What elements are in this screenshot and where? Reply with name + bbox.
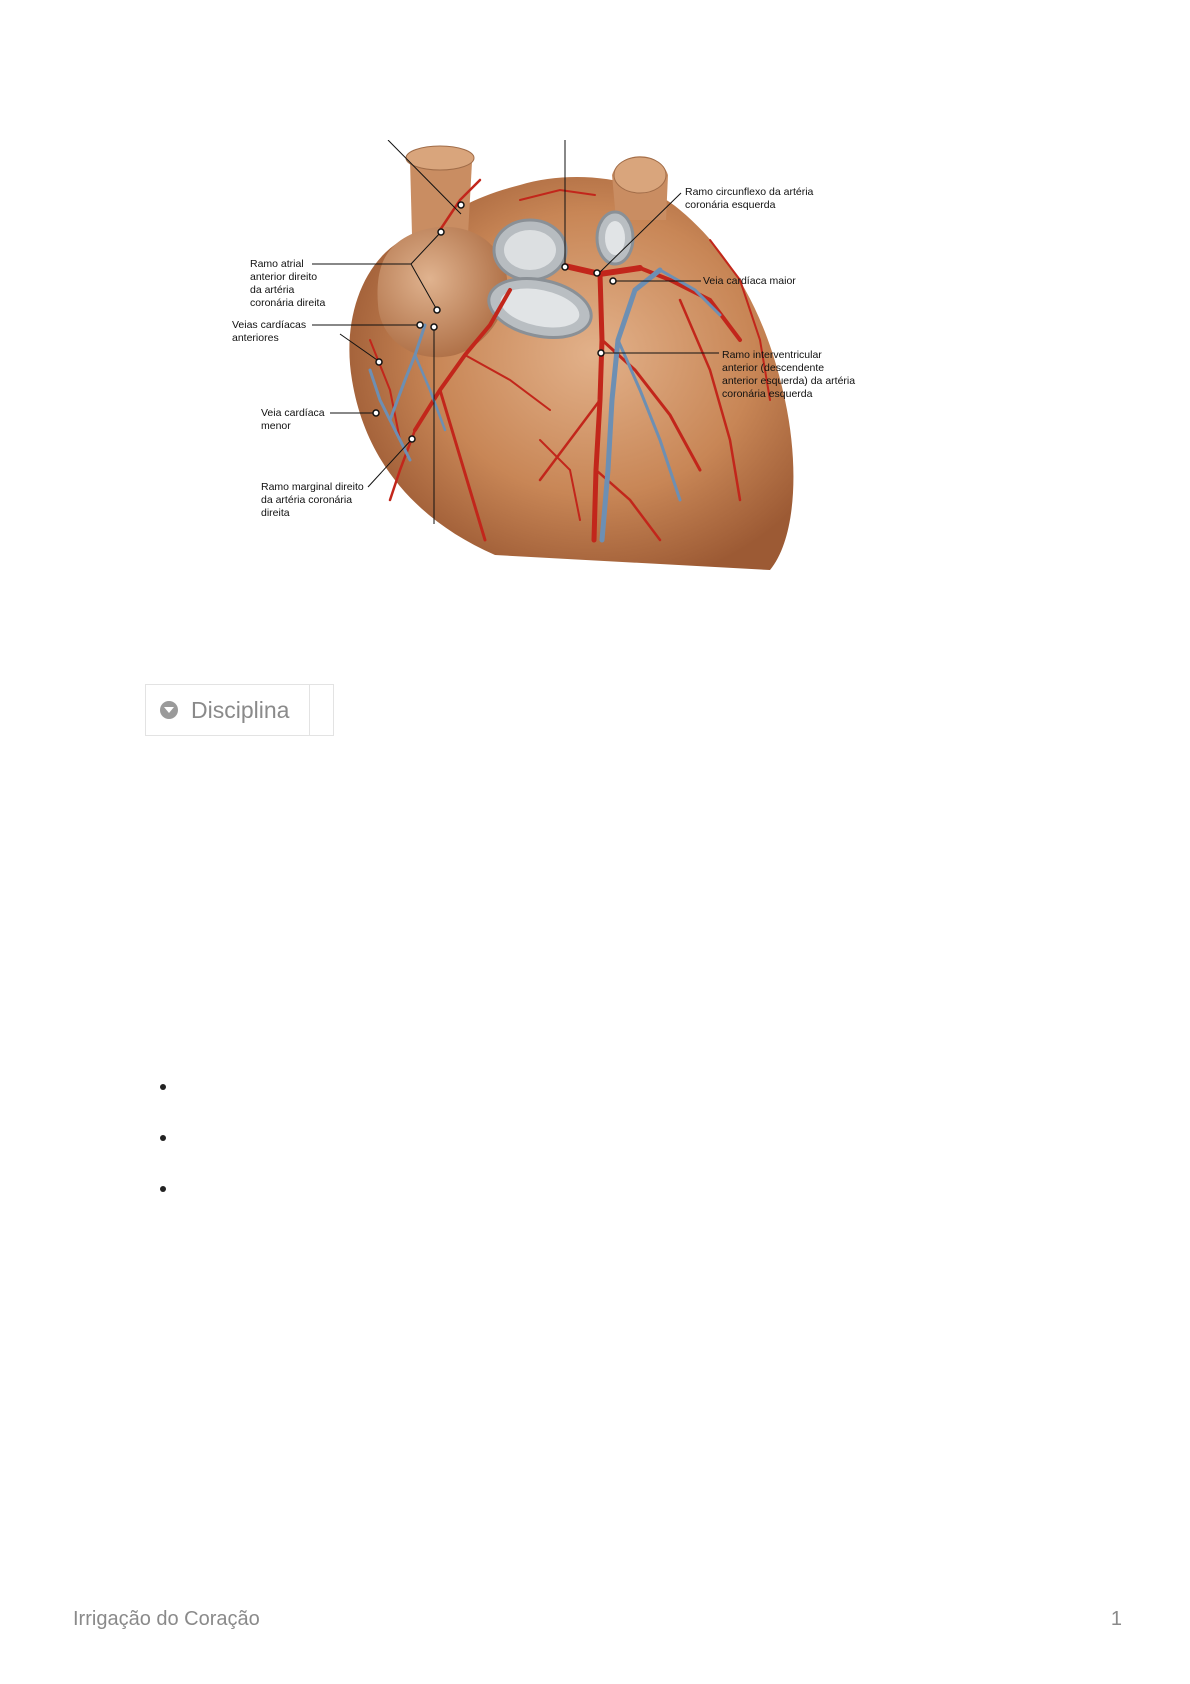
chevron-down-icon[interactable] <box>160 701 178 719</box>
footer-document-title: Irrigação do Coração <box>73 1608 260 1630</box>
list-item <box>160 1074 760 1125</box>
property-row-disciplina[interactable] <box>145 684 334 736</box>
bullet-list <box>160 1074 760 1227</box>
property-name-cell[interactable] <box>146 685 310 735</box>
label-great-cardiac-vein: Veia cardíaca maior <box>703 275 796 287</box>
label-small-cardiac-vein: Veia cardíaca menor <box>261 407 325 432</box>
property-value-cell[interactable] <box>310 685 333 735</box>
label-anterior-interventricular-branch: Ramo interventricular anterior (descendente anterior esquerda) da artéria coronária esquerda <box>722 349 856 400</box>
property-name-label: Disciplina <box>191 696 290 723</box>
list-item <box>160 1176 760 1227</box>
label-anterior-cardiac-veins: Veias cardíacas anteriores <box>232 319 307 344</box>
list-item <box>160 1125 760 1176</box>
footer-page-number: 1 <box>1110 1608 1122 1630</box>
label-right-marginal-branch: Ramo marginal direito da artéria coronária direita <box>261 481 364 519</box>
heart-anatomy-figure <box>232 140 940 570</box>
label-circumflex-branch: Ramo circunflexo da artéria coronária esquerda <box>685 186 814 211</box>
label-right-anterior-atrial-branch: Ramo atrial anterior direito da artéria coronária direita <box>250 258 326 309</box>
